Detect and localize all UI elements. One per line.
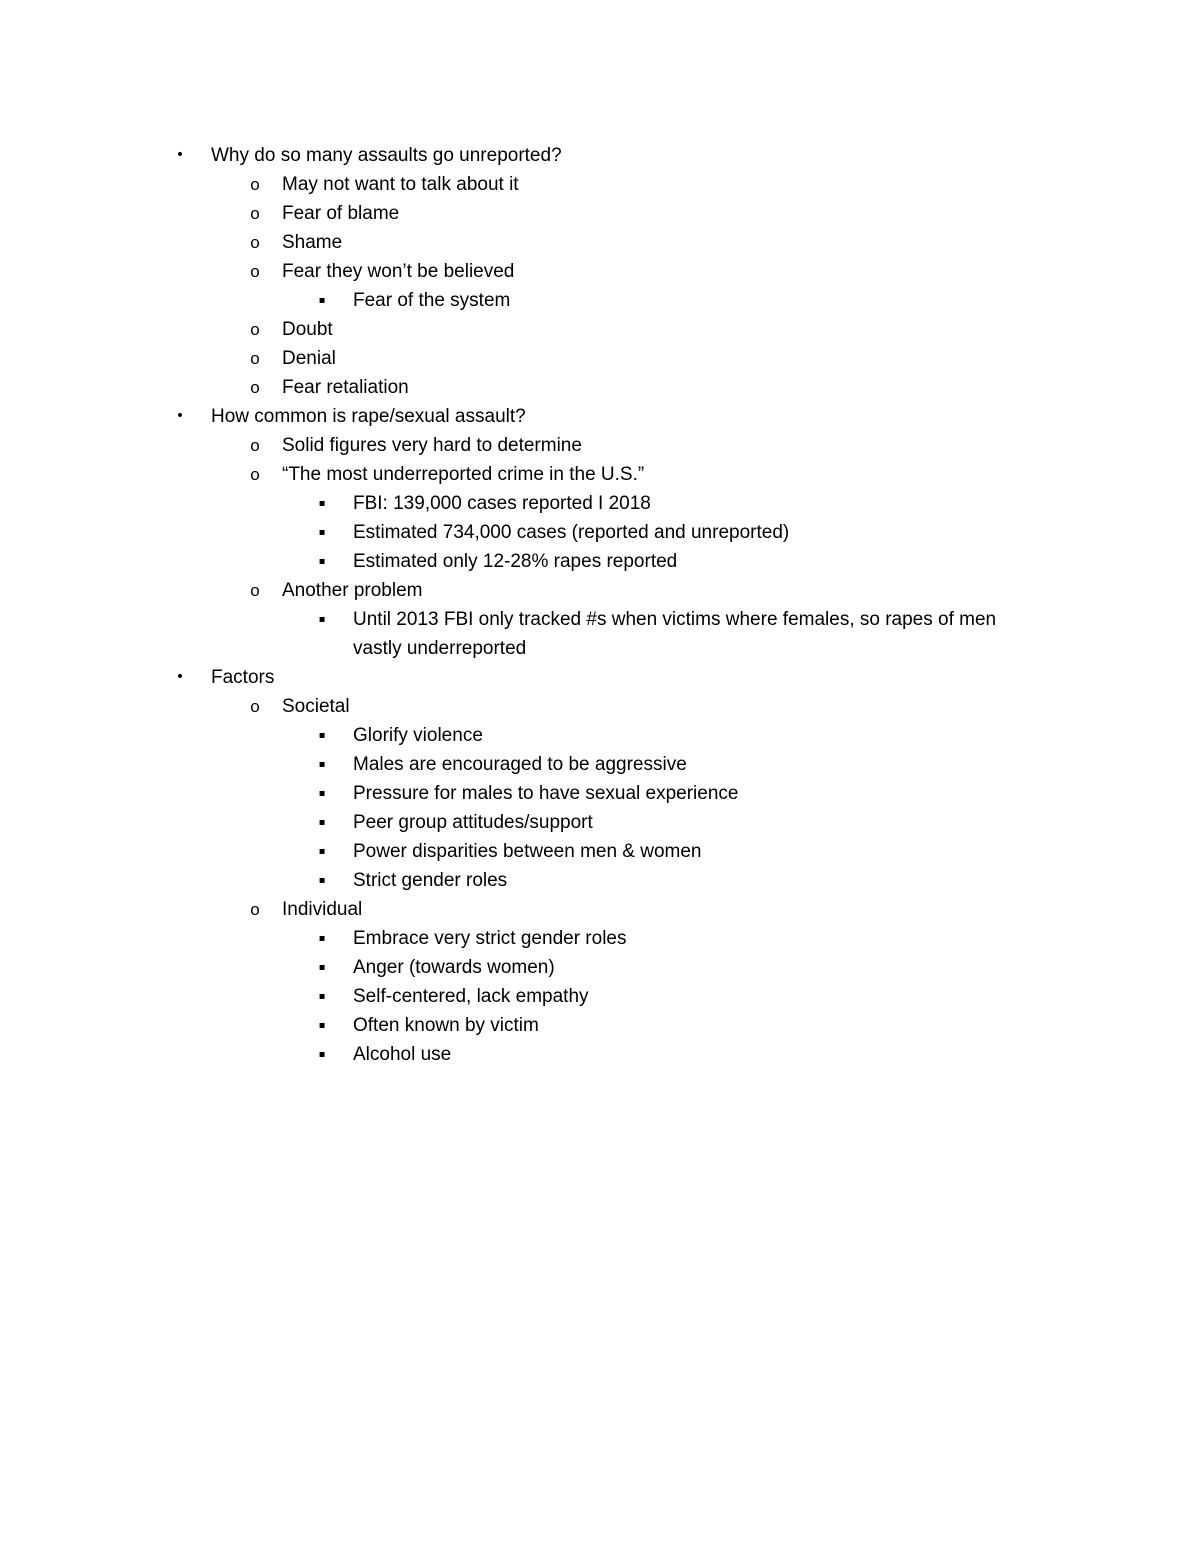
bullet-square-icon: ▪	[318, 614, 326, 625]
bullet-square-icon: ▪	[318, 498, 326, 509]
bullet-circle-icon: o	[250, 233, 260, 252]
outline-item-text: Solid figures very hard to determine	[282, 435, 582, 456]
bullet-square-icon: ▪	[318, 991, 326, 1002]
outline-item-text: Anger (towards women)	[353, 957, 555, 978]
outline-item-text: Power disparities between men & women	[353, 841, 702, 862]
outline-item	[0, 199, 1200, 228]
outline-item	[0, 373, 1200, 402]
outline-item-text: Until 2013 FBI only tracked #s when victims where females, so rapes of men	[353, 609, 997, 630]
bullet-outline	[0, 141, 1200, 1069]
outline-item	[0, 402, 1200, 431]
outline-item	[0, 924, 1200, 953]
bullet-square-icon: ▪	[318, 962, 326, 973]
outline-item	[0, 286, 1200, 315]
outline-item-text: Fear of the system	[353, 290, 511, 311]
outline-item	[0, 605, 1200, 634]
bullet-square-icon: ▪	[318, 759, 326, 770]
outline-item-text: Fear retaliation	[282, 377, 409, 398]
outline-item	[0, 1011, 1200, 1040]
bullet-circle-icon: o	[250, 900, 260, 919]
outline-item-continuation	[0, 634, 1200, 663]
bullet-circle-icon: o	[250, 204, 260, 223]
bullet-circle-icon: o	[250, 378, 260, 397]
outline-item-text: FBI: 139,000 cases reported I 2018	[353, 493, 651, 514]
outline-item-text: Another problem	[282, 580, 423, 601]
outline-item-text: Societal	[282, 696, 350, 717]
outline-item-text: How common is rape/sexual assault?	[211, 406, 526, 427]
outline-item	[0, 721, 1200, 750]
outline-item	[0, 953, 1200, 982]
bullet-square-icon: ▪	[318, 556, 326, 567]
bullet-square-icon: ▪	[318, 527, 326, 538]
outline-item	[0, 866, 1200, 895]
outline-item	[0, 982, 1200, 1011]
outline-item	[0, 895, 1200, 924]
outline-item	[0, 547, 1200, 576]
bullet-square-icon: ▪	[318, 295, 326, 306]
outline-item	[0, 808, 1200, 837]
outline-item-text: Pressure for males to have sexual experience	[353, 783, 739, 804]
outline-item-text: Alcohol use	[353, 1044, 452, 1065]
bullet-square-icon: ▪	[318, 933, 326, 944]
outline-item-text: vastly underreported	[353, 638, 527, 659]
outline-item-text: Embrace very strict gender roles	[353, 928, 627, 949]
bullet-circle-icon: o	[250, 581, 260, 600]
outline-item-text: Estimated only 12-28% rapes reported	[353, 551, 678, 572]
outline-item-text: “The most underreported crime in the U.S.”	[282, 464, 645, 485]
bullet-square-icon: ▪	[318, 875, 326, 886]
outline-item	[0, 489, 1200, 518]
outline-item-text: May not want to talk about it	[282, 174, 519, 195]
outline-item	[0, 460, 1200, 489]
outline-item	[0, 663, 1200, 692]
outline-item	[0, 779, 1200, 808]
outline-item-text: Peer group attitudes/support	[353, 812, 593, 833]
bullet-circle-icon: o	[250, 697, 260, 716]
outline-item-text: Estimated 734,000 cases (reported and unreported)	[353, 522, 790, 543]
bullet-circle-icon: o	[250, 175, 260, 194]
outline-item	[0, 315, 1200, 344]
outline-item	[0, 518, 1200, 547]
bullet-dot-icon: •	[175, 408, 185, 424]
outline-item-text: Strict gender roles	[353, 870, 508, 891]
outline-item	[0, 170, 1200, 199]
bullet-square-icon: ▪	[318, 788, 326, 799]
outline-item	[0, 257, 1200, 286]
outline-item-text: Fear of blame	[282, 203, 400, 224]
outline-item-text: Shame	[282, 232, 343, 253]
outline-item-text: Factors	[211, 667, 275, 688]
outline-item-text: Glorify violence	[353, 725, 483, 746]
bullet-square-icon: ▪	[318, 1020, 326, 1031]
outline-item-text: Often known by victim	[353, 1015, 539, 1036]
bullet-circle-icon: o	[250, 436, 260, 455]
bullet-square-icon: ▪	[318, 1049, 326, 1060]
outline-item	[0, 1040, 1200, 1069]
bullet-square-icon: ▪	[318, 730, 326, 741]
bullet-dot-icon: •	[175, 669, 185, 685]
bullet-dot-icon: •	[175, 147, 185, 163]
outline-item-text: Why do so many assaults go unreported?	[211, 145, 562, 166]
outline-item	[0, 750, 1200, 779]
bullet-circle-icon: o	[250, 465, 260, 484]
outline-item	[0, 228, 1200, 257]
outline-item	[0, 837, 1200, 866]
outline-item-text: Denial	[282, 348, 336, 369]
bullet-square-icon: ▪	[318, 846, 326, 857]
outline-item-text: Doubt	[282, 319, 333, 340]
bullet-circle-icon: o	[250, 349, 260, 368]
outline-item-text: Males are encouraged to be aggressive	[353, 754, 687, 775]
bullet-circle-icon: o	[250, 262, 260, 281]
outline-item-text: Self-centered, lack empathy	[353, 986, 589, 1007]
outline-item	[0, 692, 1200, 721]
bullet-circle-icon: o	[250, 320, 260, 339]
outline-item	[0, 576, 1200, 605]
outline-item	[0, 431, 1200, 460]
bullet-square-icon: ▪	[318, 817, 326, 828]
outline-item	[0, 344, 1200, 373]
outline-item-text: Fear they won’t be believed	[282, 261, 515, 282]
outline-item	[0, 141, 1200, 170]
outline-item-text: Individual	[282, 899, 363, 920]
